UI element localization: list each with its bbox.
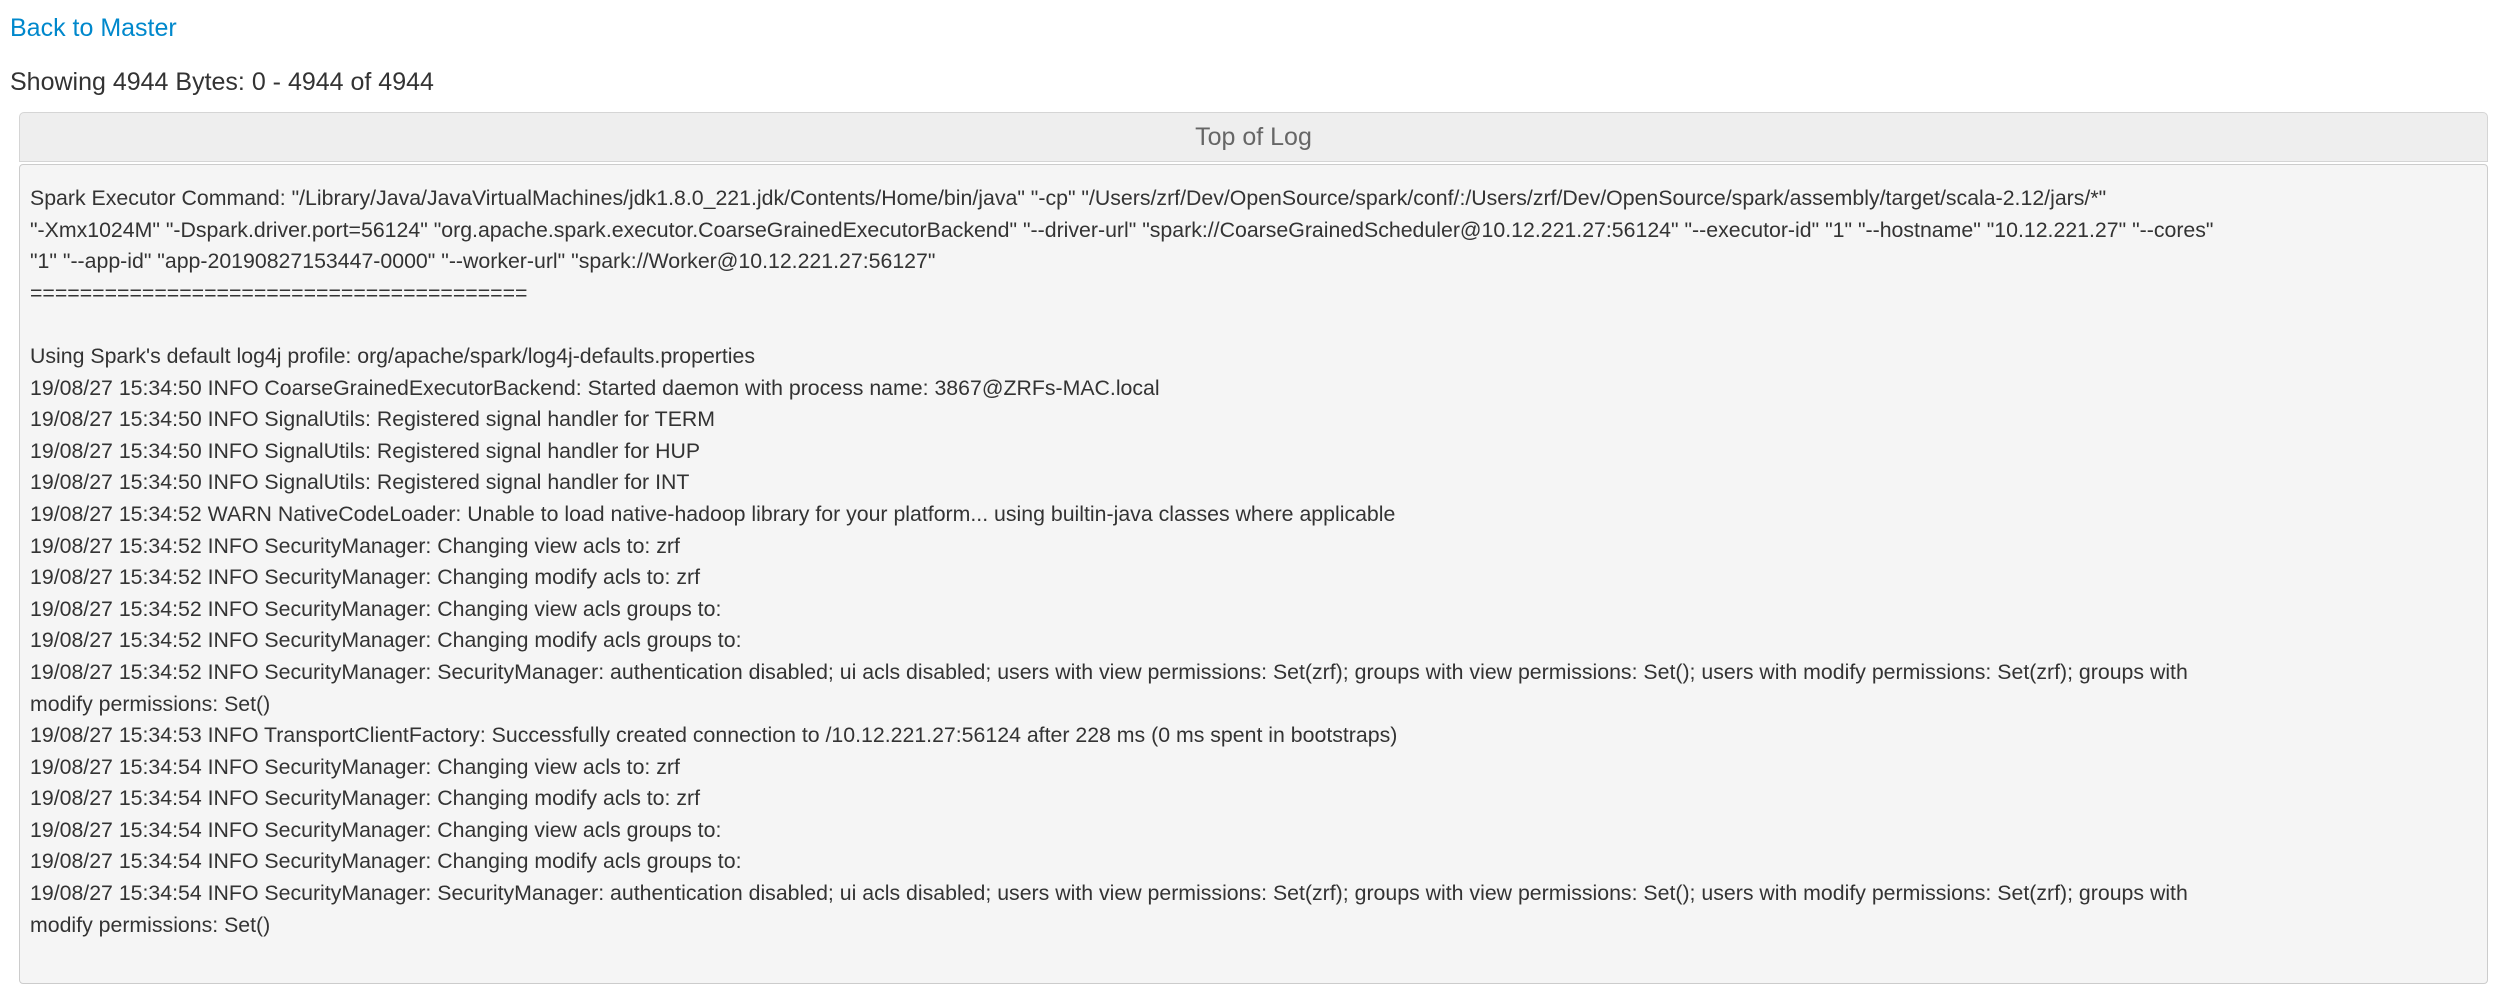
log-line: 19/08/27 15:34:52 INFO SecurityManager: SecurityManager: authentication disabled; ui acls disabled; users with view permissions: Set(zrf); groups with view permissions: Set(); users with modify permissions: Set(zrf); groups with: [30, 659, 2188, 684]
log-line: 19/08/27 15:34:50 INFO SignalUtils: Registered signal handler for TERM: [30, 407, 716, 432]
log-line: 19/08/27 15:34:52 INFO SecurityManager: Changing modify acls groups to:: [30, 628, 742, 653]
log-line: 19/08/27 15:34:52 WARN NativeCodeLoader: Unable to load native-hadoop library for your platform... using builtin-java classes where applicable: [30, 501, 1396, 526]
log-line: 19/08/27 15:34:52 INFO SecurityManager: Changing view acls to: zrf: [30, 533, 680, 558]
log-line: 19/08/27 15:34:53 INFO TransportClientFactory: Successfully created connection to /10.12.221.27:56124 after 228 ms (0 ms spent in bootstraps): [30, 723, 1398, 748]
log-line: "-Xmx1024M" "-Dspark.driver.port=56124" "org.apache.spark.executor.CoarseGrainedExecutorBackend" "--driver-url" "spark://CoarseGrainedScheduler@10.12.221.27:56124" "--executor-id" "1" "--hostname" "10.12.221.27" "--cores": [30, 217, 2214, 242]
log-line: 19/08/27 15:34:54 INFO SecurityManager: Changing modify acls to: zrf: [30, 786, 701, 811]
log-line: 19/08/27 15:34:54 INFO SecurityManager: SecurityManager: authentication disabled; ui acls disabled; users with view permissions: Set(zrf); groups with view permissions: Set(); users with modify permissions: Set(zrf); groups with: [30, 881, 2188, 906]
log-line: 19/08/27 15:34:54 INFO SecurityManager: Changing view acls to: zrf: [30, 754, 680, 779]
log-line: 19/08/27 15:34:50 INFO SignalUtils: Registered signal handler for HUP: [30, 438, 701, 463]
log-line: "1" "--app-id" "app-20190827153447-0000" "--worker-url" "spark://Worker@10.12.221.27:56127": [30, 249, 936, 274]
log-line: 19/08/27 15:34:54 INFO SecurityManager: Changing view acls groups to:: [30, 817, 722, 842]
log-content: [19, 164, 2488, 984]
log-line: Using Spark's default log4j profile: org/apache/spark/log4j-defaults.properties: [30, 343, 756, 368]
log-line: modify permissions: Set(): [30, 912, 271, 937]
log-line: ========================================: [30, 280, 528, 305]
log-line: 19/08/27 15:34:54 INFO SecurityManager: Changing modify acls groups to:: [30, 849, 742, 874]
log-line: 19/08/27 15:34:50 INFO SignalUtils: Registered signal handler for INT: [30, 470, 690, 495]
log-line: 19/08/27 15:34:52 INFO SecurityManager: Changing view acls groups to:: [30, 596, 722, 621]
log-line: 19/08/27 15:34:52 INFO SecurityManager: Changing modify acls to: zrf: [30, 565, 701, 590]
back-to-master-link[interactable]: Back to Master: [10, 14, 177, 42]
log-line: Spark Executor Command: "/Library/Java/JavaVirtualMachines/jdk1.8.0_221.jdk/Contents/Home/bin/java" "-cp" "/Users/zrf/Dev/OpenSource/spark/conf/:/Users/zrf/Dev/OpenSource/spark/assembly/target/scala-2.12/jars/*": [30, 186, 2107, 210]
top-of-log-button[interactable]: Top of Log: [19, 112, 2488, 162]
bytes-showing-status: Showing 4944 Bytes: 0 - 4944 of 4944: [10, 68, 434, 96]
log-line: modify permissions: Set(): [30, 691, 271, 716]
log-line: 19/08/27 15:34:50 INFO CoarseGrainedExecutorBackend: Started daemon with process name: 3867@ZRFs-MAC.local: [30, 375, 1160, 400]
log-line: [30, 309, 2477, 341]
